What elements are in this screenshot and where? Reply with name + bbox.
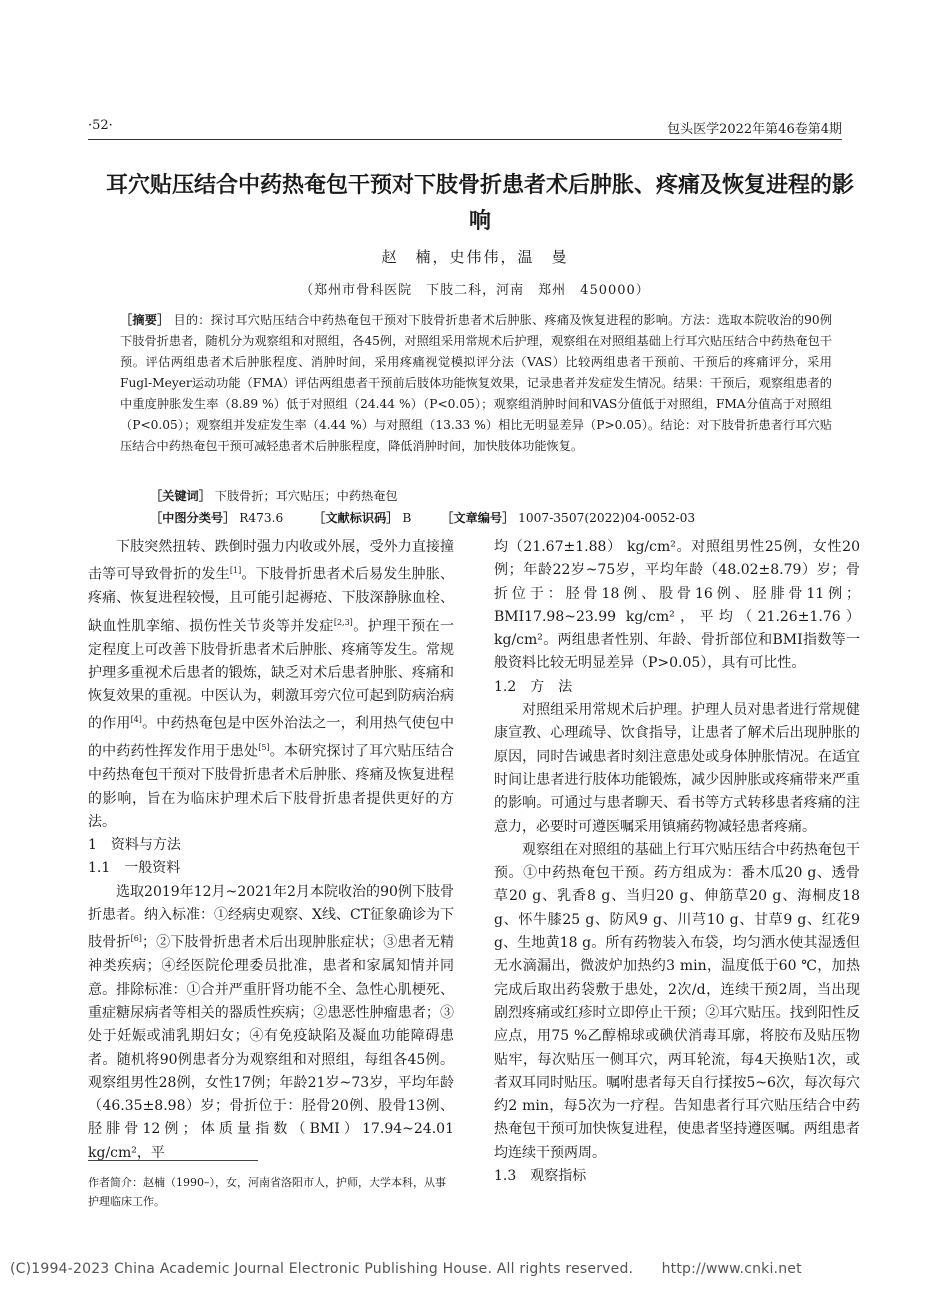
article-no-label: ［文章编号］ bbox=[441, 511, 515, 525]
footnote-rule bbox=[88, 1160, 258, 1161]
authors: 赵 楠，史伟伟，温 曼 bbox=[381, 248, 569, 266]
classification-line bbox=[150, 508, 830, 528]
citation: [6] bbox=[130, 934, 142, 944]
copyright-line: (C)1994-2023 China Academic Journal Electronic Publishing House. All rights reserved. http://www.cnki.net bbox=[10, 1261, 802, 1277]
doc-code-label: ［文献标识码］ bbox=[313, 511, 399, 525]
left-column bbox=[88, 536, 454, 1165]
doc-code-value: B bbox=[402, 511, 412, 525]
section-heading-1-1: 1.1 一般资料 bbox=[88, 860, 181, 877]
citation: [1] bbox=[229, 566, 242, 576]
affiliation: （郑州市骨科医院 下肢二科，河南 郑州 450000） bbox=[300, 283, 650, 298]
journal-issue: 包头医学2022年第46卷第4期 bbox=[667, 122, 842, 137]
citation: [5] bbox=[258, 743, 270, 753]
header-rule bbox=[88, 139, 842, 140]
section-heading-1-2: 1.2 方 法 bbox=[494, 678, 573, 695]
intro-paragraph: 下肢突然扭转、跌倒时强力内收或外展，受外力直接撞击等可导致骨折的发生[1]。下肢骨折患者术后易发生肿胀、疼痛、恢复进程较慢，且可能引起褥疮、下肢深静脉血栓、缺血性肌挛缩、损伤性关节炎等并发症[2,3]。护理干预在一定程度上可改善下肢骨折患者术后肿胀、疼痛等发生。常规护理多重视术后患者的锻炼，缺乏对术后患者肿胀、疼痛和恢复效果的重视。中医认为，刺激耳旁穴位可起到防病治病的作用[4]。中药热奄包是中医外治法之一，利用热气使包中的中药药性挥发作用于患处[5]。本研究探讨了耳穴贴压结合中药热奄包干预对下肢骨折患者术后肿胀、疼痛及恢复进程的影响，旨在为临床护理术后下肢骨折患者提供更好的方法。 bbox=[88, 539, 455, 830]
citation: [2,3] bbox=[333, 617, 353, 627]
clc-value: R473.6 bbox=[239, 511, 284, 525]
article-no-value: 1007-3507(2022)04-0052-03 bbox=[518, 511, 696, 525]
section-heading-1-3: 1.3 观察指标 bbox=[494, 1168, 587, 1185]
keywords-text: 下肢骨折；耳穴贴压；中药热奄包 bbox=[214, 489, 398, 503]
keywords bbox=[150, 486, 830, 506]
author-footnote: 作者简介：赵楠（1990–），女，河南省洛阳市人，护师，大学本科，从事护理临床工作。 bbox=[88, 1176, 446, 1208]
abstract bbox=[120, 310, 832, 457]
citation: [4] bbox=[130, 715, 142, 725]
keywords-label: ［关键词］ bbox=[150, 489, 211, 503]
section-heading-1: 1 资料与方法 bbox=[88, 837, 181, 854]
page-number: ·52· bbox=[88, 118, 113, 133]
abstract-label: ［摘要］ bbox=[120, 313, 170, 327]
clc-label: ［中图分类号］ bbox=[150, 511, 236, 525]
observation-group-paragraph: 观察组在对照组的基础上行耳穴贴压结合中药热奄包干预。①中药热奄包干预。药方组成为：番木瓜20 g、透骨草20 g、乳香8 g、当归20 g、伸筋草20 g、海桐皮18 g、怀牛膝25 g、防风9 g、川芎10 g、甘草9 g、红花9 g、生地黄18 g。所有药物装入布袋，均匀洒水使其湿透但无水滴漏出，微波炉加热约3 min，温度低于60 ℃，加热完成后取出药袋敷于患处，2次/d，连续干预2周，当出现剧烈疼痛或红疹时立即停止干预；②耳穴贴压。找到阳性反应点，用75 %乙醇棉球或碘伏消毒耳廓，将胶布及贴压物贴牢，每次贴压一侧耳穴，两耳轮流，每4天换贴1次，或者双耳同时贴压。嘱咐患者每天自行揉按5~6次，每次每穴约2 min，每5次为一疗程。告知患者行耳穴贴压结合中药热奄包干预可加快恢复进程，使患者坚持遵医嘱。两组患者均连续干预两周。 bbox=[494, 841, 860, 1161]
right-column bbox=[494, 536, 860, 1188]
control-group-paragraph: 对照组采用常规术后护理。护理人员对患者进行常规健康宣教、心理疏导、饮食指导，让患者了解术后出现肿胀的原因，同时告诫患者时刻注意患处或身体肿胀情况。在适宜时间让患者进行肢体功能锻炼，减少因肿胀或疼痛带来严重的影响。可通过与患者聊天、看书等方式转移患者疼痛的注意力，必要时可遵医嘱采用镇痛药物减轻患者疼痛。 bbox=[494, 702, 860, 835]
article-title: 耳穴贴压结合中药热奄包干预对下肢骨折患者术后肿胀、疼痛及恢复进程的影响 bbox=[105, 173, 854, 234]
general-data-paragraph: 选取2019年12月~2021年2月本院收治的90例下肢骨折患者。纳入标准：①经病史观察、X线、CT征象确诊为下肢骨折[6]；②下肢骨折患者术后出现肿胀症状；③患者无精神类疾病；④经医院伦理委员批准，患者和家属知情并同意。排除标准：①合并严重肝肾功能不全、急性心肌梗死、重症糖尿病者等相关的器质性疾病；②患恶性肿瘤患者；③处于妊娠或浦乳期妇女；④有免疫缺陷及凝血功能障碍患者。随机将90例患者分为观察组和对照组，每组各45例。观察组男性28例，女性17例；年龄21岁~73岁，平均年龄（46.35±8.98）岁；骨折位于：胫骨20例、股骨13例、胫腓骨12例；体质量指数（BMI）17.94~24.01 kg/cm²，平 bbox=[88, 883, 455, 1161]
abstract-text: 目的：探讨耳穴贴压结合中药热奄包干预对下肢骨折患者术后肿胀、疼痛及恢复进程的影响。方法：选取本院收治的90例下肢骨折患者，随机分为观察组和对照组，各45例，对照组采用常规术后护理，观察组在对照组基础上行耳穴贴压结合中药热奄包干预。评估两组患者术后肿胀程度、消肿时间，采用疼痛视觉模拟评分法（VAS）比较两组患者干预前、干预后的疼痛评分，采用Fugl-Meyer运动功能（FMA）评估两组患者干预前后肢体功能恢复效果，记录患者并发症发生情况。结果：干预后，观察组患者的中重度肿胀发生率（8.89 %）低于对照组（24.44 %）（P<0.05）；观察组消肿时间和VAS分值低于对照组，FMA分值高于对照组（P<0.05）；观察组并发症发生率（4.44 %）与对照组（13.33 %）相比无明显差异（P>0.05）。结论：对下肢骨折患者行耳穴贴压结合中药热奄包干预可减轻患者术后肿胀程度，降低消肿时间，加快肢体功能恢复。 bbox=[120, 313, 833, 453]
general-data-continued: 均（21.67±1.88） kg/cm²。对照组男性25例，女性20例；年龄22岁~75岁，平均年龄（48.02±8.79）岁；骨折位于：胫骨18例、股骨16例、胫腓骨11例；BMI17.98~23.99 kg/cm²，平均（21.26±1.76） kg/cm²。两组患者性别、年龄、骨折部位和BMI指数等一般资料比较无明显差异（P>0.05），具有可比性。 bbox=[494, 539, 860, 672]
